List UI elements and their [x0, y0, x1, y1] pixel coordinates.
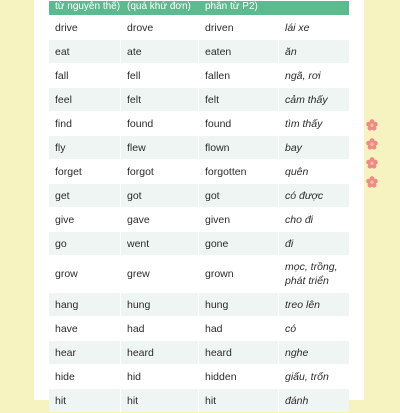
cell-past-participle: eaten: [199, 40, 279, 63]
table-row: [49, 208, 349, 231]
cell-base-form: fall: [49, 64, 121, 87]
cell-past-simple: fell: [121, 64, 199, 87]
table-row: [49, 184, 349, 207]
cell-base-form: hide: [49, 365, 121, 388]
cell-past-participle: got: [199, 184, 279, 207]
table-row: [49, 40, 349, 63]
table-row: [49, 293, 349, 316]
irregular-verbs-table: [49, 0, 349, 413]
table-row: [49, 64, 349, 87]
header-past-participle: phân từ P2): [199, 1, 279, 15]
cell-base-form: hit: [49, 389, 121, 412]
cell-base-form: go: [49, 232, 121, 255]
cell-meaning: có được: [279, 184, 349, 207]
cell-past-participle: given: [199, 208, 279, 231]
cell-past-simple: hung: [121, 293, 199, 316]
cell-past-simple: grew: [121, 256, 199, 292]
cell-base-form: hang: [49, 293, 121, 316]
cell-meaning: có: [279, 317, 349, 340]
cell-past-participle: hung: [199, 293, 279, 316]
cell-past-simple: had: [121, 317, 199, 340]
cell-base-form: eat: [49, 40, 121, 63]
table-row: [49, 88, 349, 111]
table-body: [49, 16, 349, 412]
cell-meaning: tìm thấy: [279, 112, 349, 135]
cell-past-simple: gave: [121, 208, 199, 231]
cell-meaning: ăn: [279, 40, 349, 63]
cell-base-form: get: [49, 184, 121, 207]
cell-meaning: quên: [279, 160, 349, 183]
cell-past-participle: flown: [199, 136, 279, 159]
cell-past-simple: got: [121, 184, 199, 207]
cell-meaning: cảm thấy: [279, 88, 349, 111]
cell-past-simple: flew: [121, 136, 199, 159]
cell-base-form: grow: [49, 256, 121, 292]
cell-meaning: cho đi: [279, 208, 349, 231]
cell-past-simple: found: [121, 112, 199, 135]
cell-base-form: forget: [49, 160, 121, 183]
cell-meaning: nghe: [279, 341, 349, 364]
header-past-simple: (quá khứ đơn): [121, 1, 199, 15]
cell-meaning: đánh: [279, 389, 349, 412]
cell-past-participle: grown: [199, 256, 279, 292]
cell-meaning: đi: [279, 232, 349, 255]
flower-icon: [366, 119, 378, 131]
cell-past-participle: driven: [199, 16, 279, 39]
header-base-form: từ nguyên thể): [49, 1, 121, 15]
cell-meaning: ngã, rơi: [279, 64, 349, 87]
cell-past-participle: hit: [199, 389, 279, 412]
table-header-row: [49, 1, 349, 15]
cell-base-form: find: [49, 112, 121, 135]
cell-past-participle: fallen: [199, 64, 279, 87]
table-row: [49, 16, 349, 39]
table-row: [49, 232, 349, 255]
cell-past-simple: felt: [121, 88, 199, 111]
table-row: [49, 160, 349, 183]
cell-base-form: have: [49, 317, 121, 340]
cell-past-simple: drove: [121, 16, 199, 39]
cell-past-participle: had: [199, 317, 279, 340]
cell-base-form: hear: [49, 341, 121, 364]
cell-past-simple: ate: [121, 40, 199, 63]
cell-past-participle: forgotten: [199, 160, 279, 183]
cell-meaning: mọc, trồng, phát triển: [279, 256, 349, 292]
header-meaning: [279, 1, 349, 15]
flower-icon: [366, 157, 378, 169]
cell-past-simple: forgot: [121, 160, 199, 183]
table-row: [49, 317, 349, 340]
table-row: [49, 112, 349, 135]
table-row: [49, 365, 349, 388]
cell-past-simple: hit: [121, 389, 199, 412]
cell-past-participle: felt: [199, 88, 279, 111]
cell-past-simple: hid: [121, 365, 199, 388]
cell-meaning: treo lên: [279, 293, 349, 316]
cell-meaning: bay: [279, 136, 349, 159]
flower-icon: [366, 138, 378, 150]
cell-base-form: drive: [49, 16, 121, 39]
cell-base-form: fly: [49, 136, 121, 159]
table-row: [49, 389, 349, 412]
cell-past-simple: heard: [121, 341, 199, 364]
cell-meaning: giấu, trốn: [279, 365, 349, 388]
cell-past-participle: found: [199, 112, 279, 135]
cell-past-participle: heard: [199, 341, 279, 364]
table-row: [49, 256, 349, 292]
cell-meaning: lái xe: [279, 16, 349, 39]
cell-base-form: feel: [49, 88, 121, 111]
cell-base-form: give: [49, 208, 121, 231]
cell-past-participle: gone: [199, 232, 279, 255]
cell-past-simple: went: [121, 232, 199, 255]
table-row: [49, 341, 349, 364]
flower-icon: [366, 176, 378, 188]
verb-table-sheet: [34, 0, 364, 407]
cell-past-participle: hidden: [199, 365, 279, 388]
table-row: [49, 136, 349, 159]
